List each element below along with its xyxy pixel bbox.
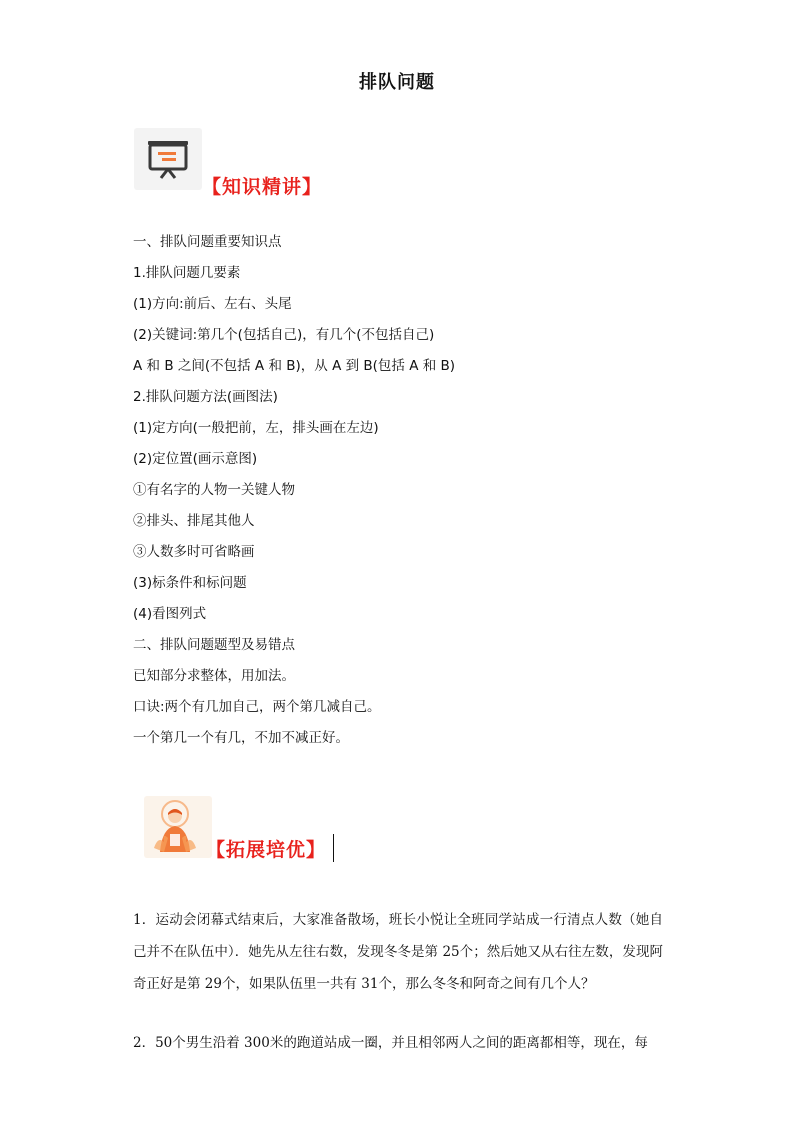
list-item: (4)看图列式: [133, 606, 207, 622]
list-item: 一、排队问题重要知识点: [133, 234, 282, 250]
teacher-avatar-icon: [144, 796, 212, 858]
list-item: (2)关键词:第几个(包括自己)，有几个(不包括自己): [133, 327, 435, 343]
list-item: 2.排队问题方法(画图法): [133, 389, 278, 405]
list-item: ③人数多时可省略画: [133, 544, 255, 560]
list-item: 一个第几一个有几，不加不减正好。: [133, 730, 349, 746]
list-item: ①有名字的人物一关键人物: [133, 482, 295, 498]
list-item: ②排头、排尾其他人: [133, 513, 255, 529]
section-title-knowledge: 【知识精讲】: [202, 176, 323, 198]
list-item: 1.排队问题几要素: [133, 265, 241, 281]
knowledge-list: [133, 232, 673, 759]
list-item: (2)定位置(画示意图): [133, 451, 258, 467]
list-item: (1)方向:前后、左右、头尾: [133, 296, 292, 312]
presentation-board-icon: [134, 128, 202, 190]
page-title: 排队问题: [359, 72, 435, 93]
text-cursor: [333, 834, 334, 862]
list-item: 已知部分求整体，用加法。: [133, 668, 295, 684]
list-item: (3)标条件和标问题: [133, 575, 247, 591]
section-title-extension: 【拓展培优】: [206, 839, 327, 861]
list-item: (1)定方向(一般把前，左，排头画在左边): [133, 420, 379, 436]
list-item: 口诀:两个有几加自己，两个第几减自己。: [133, 699, 381, 715]
list-item: 二、排队问题题型及易错点: [133, 637, 295, 653]
problem-2: 2．50个男生沿着 300米的跑道站成一圈，并且相邻两人之间的距离都相等，现在，每: [133, 1035, 648, 1051]
problem-1: 1．运动会闭幕式结束后，大家准备散场，班长小悦让全班同学站成一行清点人数（她自己并不在队伍中）．她先从左往右数，发现冬冬是第 25个；然后她又从右往左数，发现阿奇正好是第 29个，如果队伍里一共有 31个，那么冬冬和阿奇之间有几个人？: [133, 912, 663, 992]
list-item: A 和 B 之间(不包括 A 和 B)，从 A 到 B(包括 A 和 B): [133, 358, 456, 374]
